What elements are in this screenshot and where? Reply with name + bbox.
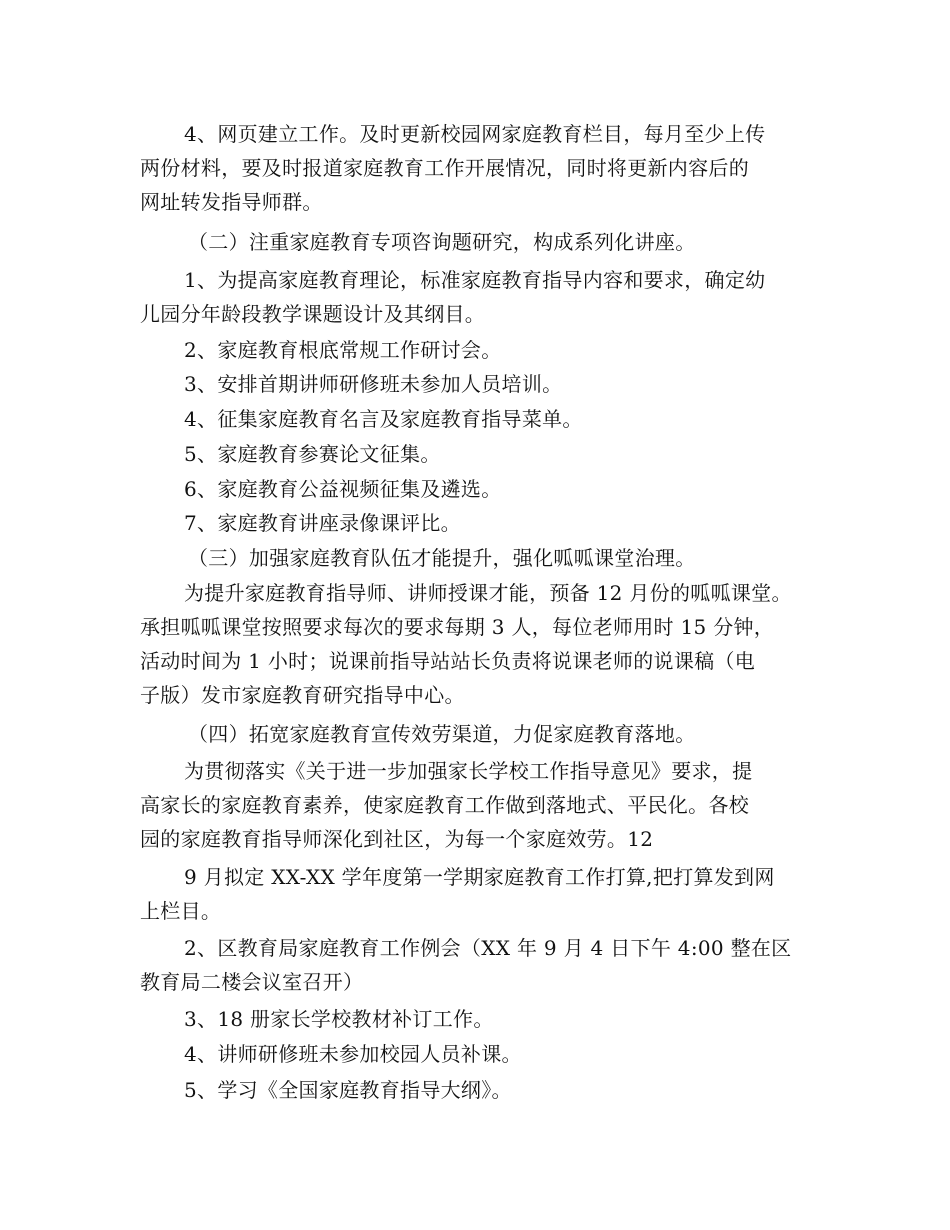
paragraph-item-3 xyxy=(140,367,830,401)
text-line: 4、征集家庭教育名言及家庭教育指导菜单。 xyxy=(184,407,583,431)
text-line: 2、家庭教育根底常规工作研讨会。 xyxy=(184,338,502,362)
paragraph-item-4 xyxy=(140,402,830,436)
section-heading-3 xyxy=(140,541,830,575)
text-line: 4、网页建立工作。及时更新校园网家庭教育栏目，每月至少上传 xyxy=(184,122,766,146)
text-line: 高家长的家庭教育素养，使家庭教育工作做到落地式、平民化。各校 xyxy=(140,793,749,817)
text-line: 上栏目。 xyxy=(140,899,222,923)
paragraph-item-2 xyxy=(140,333,830,367)
paragraph-study-outline xyxy=(140,1073,830,1107)
paragraph-item-7 xyxy=(140,506,830,540)
text-line: 6、家庭教育公益视频征集及遴选。 xyxy=(184,477,502,501)
text-line: 活动时间为 1 小时；说课前指导站站长负责将说课老师的说课稿（电 xyxy=(140,649,756,673)
section-heading-2 xyxy=(140,225,830,259)
paragraph-meeting xyxy=(140,931,830,999)
section-heading-4 xyxy=(140,717,830,751)
text-line: 儿园分年龄段教学课题设计及其纲目。 xyxy=(140,302,486,326)
text-line: 园的家庭教育指导师深化到社区，为每一个家庭效劳。12 xyxy=(140,827,654,851)
paragraph-item-1 xyxy=(140,263,830,331)
paragraph-makeup-class xyxy=(140,1037,830,1071)
paragraph-webpage-work xyxy=(140,117,830,219)
text-line: 5、家庭教育参赛论文征集。 xyxy=(184,442,441,466)
text-line: （三）加强家庭教育队伍才能提升，强化呱呱课堂治理。 xyxy=(188,546,696,570)
paragraph-guagua-classroom xyxy=(140,576,830,712)
text-line: 承担呱呱课堂按照要求每次的要求每期 3 人，每位老师用时 15 分钟， xyxy=(140,615,775,639)
text-line: （四）拓宽家庭教育宣传效劳渠道，力促家庭教育落地。 xyxy=(188,722,696,746)
text-line: 4、讲师研修班未参加校园人员补课。 xyxy=(184,1042,522,1066)
paragraph-textbook xyxy=(140,1002,830,1036)
text-line: 教育局二楼会议室召开） xyxy=(140,970,364,994)
text-line: 9 月拟定 XX-XX 学年度第一学期家庭教育工作打算,把打算发到网 xyxy=(184,865,775,889)
text-line: 子版）发市家庭教育研究指导中心。 xyxy=(140,683,465,707)
text-line: 5、学习《全国家庭教育指导大纲》。 xyxy=(184,1078,512,1102)
paragraph-implementation xyxy=(140,754,830,856)
text-line: 两份材料，要及时报道家庭教育工作开展情况，同时将更新内容后的 xyxy=(140,156,749,180)
text-line: 3、安排首期讲师研修班未参加人员培训。 xyxy=(184,372,563,396)
text-line: 3、18 册家长学校教材补订工作。 xyxy=(184,1007,494,1031)
paragraph-item-6 xyxy=(140,472,830,506)
paragraph-item-5 xyxy=(140,437,830,471)
text-line: 7、家庭教育讲座录像课评比。 xyxy=(184,511,461,535)
text-line: 2、区教育局家庭教育工作例会（XX 年 9 月 4 日下午 4:00 整在区 xyxy=(184,936,792,960)
text-line: 为贯彻落实《关于进一步加强家长学校工作指导意见》要求，提 xyxy=(184,759,753,783)
text-line: 为提升家庭教育指导师、讲师授课才能，预备 12 月份的呱呱课堂。 xyxy=(184,581,792,605)
paragraph-september-plan xyxy=(140,860,830,928)
text-line: （二）注重家庭教育专项咨询题研究，构成系列化讲座。 xyxy=(188,230,696,254)
text-line: 网址转发指导师群。 xyxy=(140,190,323,214)
text-line: 1、为提高家庭教育理论，标准家庭教育指导内容和要求，确定幼 xyxy=(184,268,766,292)
